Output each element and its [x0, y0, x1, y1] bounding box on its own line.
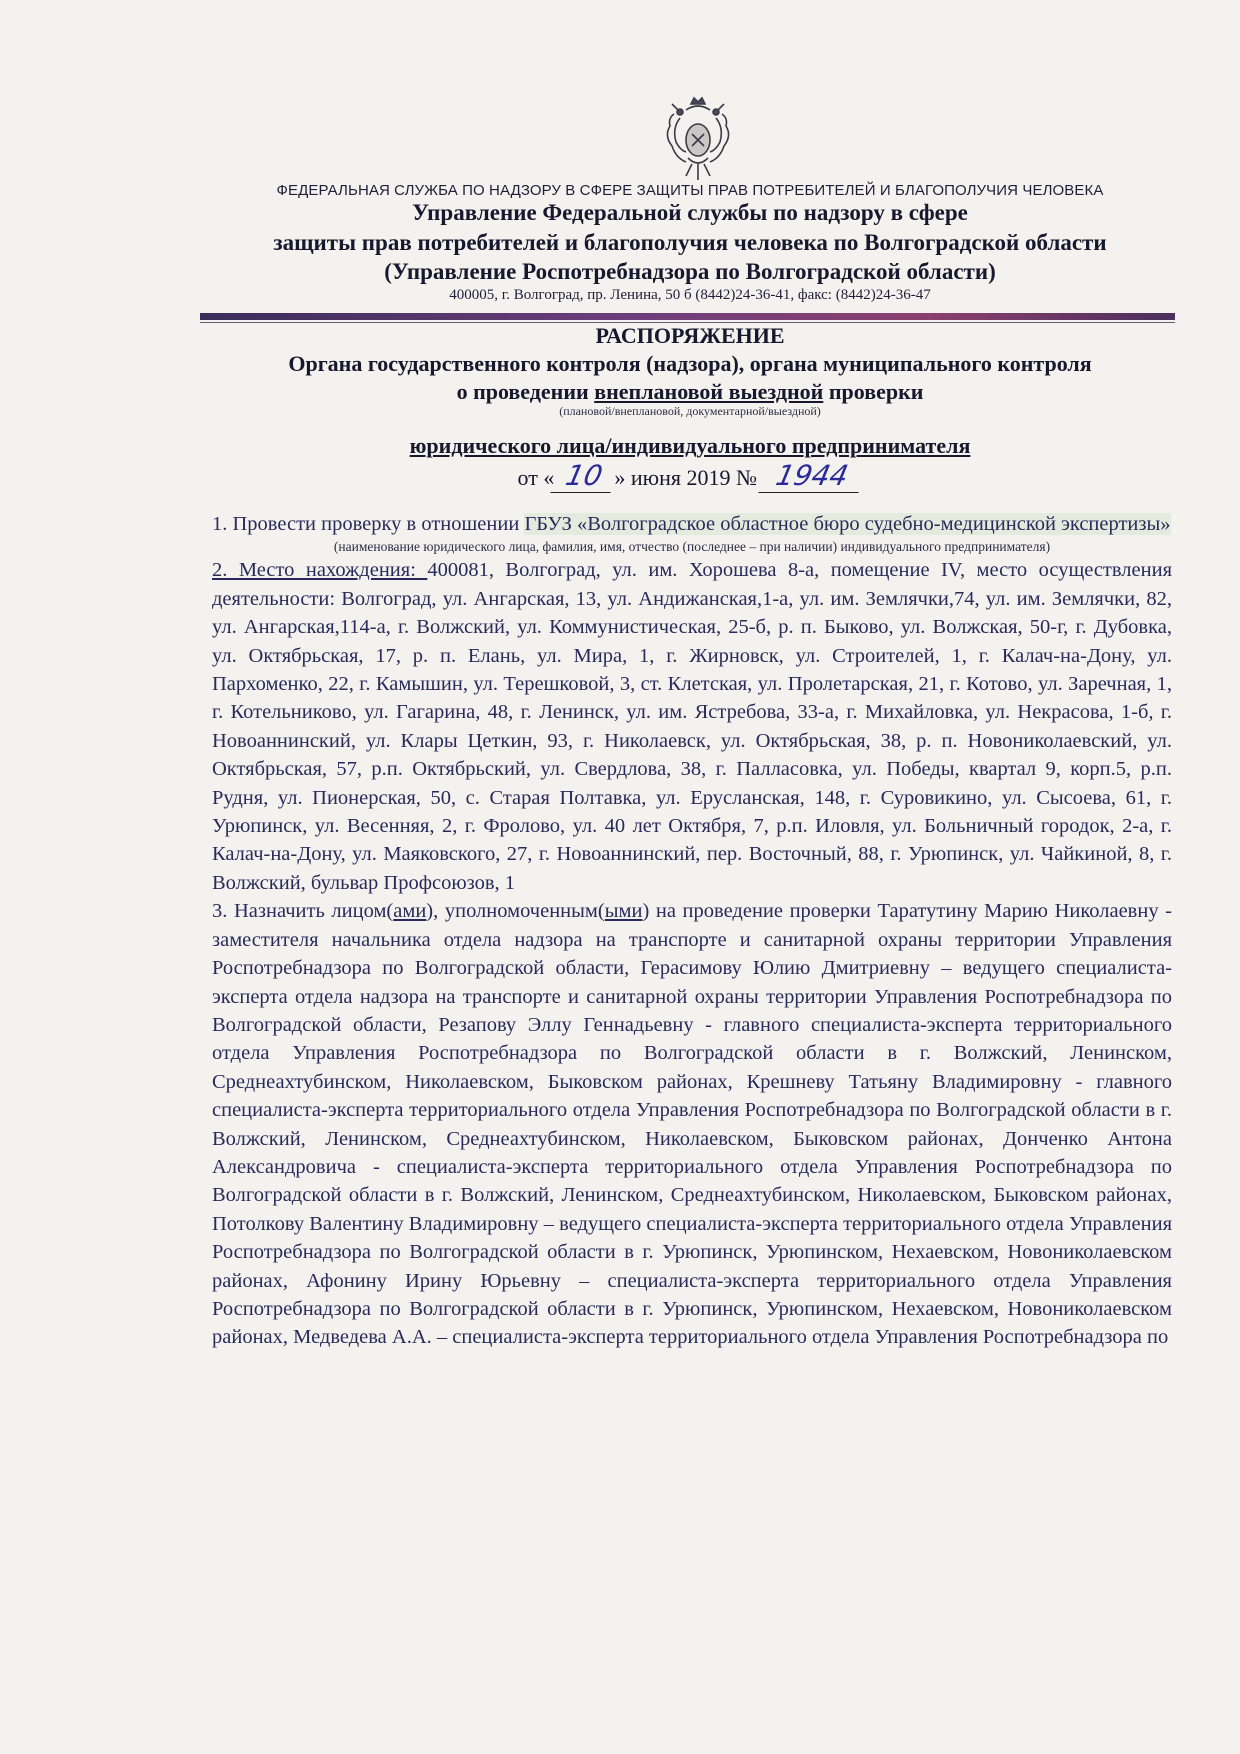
document-title: РАСПОРЯЖЕНИЕ — [595, 323, 785, 348]
department-address: 400005, г. Волгоград, пр. Ленина, 50 б (8442)24-36-41, факс: (8442)24-36-47 — [449, 287, 931, 303]
item-2 — [212, 556, 1172, 897]
item-3 — [212, 897, 1172, 1352]
item-3-part-b: ами — [393, 900, 427, 923]
handwritten-day: 10 — [551, 459, 618, 493]
item-3-part-d: ыми — [604, 900, 643, 923]
inspection-prefix: о проведении — [456, 379, 595, 404]
inspection-type-line — [150, 379, 1230, 405]
header-divider — [200, 313, 1175, 320]
department-name-line-1: Управление Федеральной службы по надзору в сфере — [412, 200, 968, 225]
service-name: ФЕДЕРАЛЬНАЯ СЛУЖБА ПО НАДЗОРУ В СФЕРЕ ЗАЩИТЫ ПРАВ ПОТРЕБИТЕЛЕЙ И БЛАГОПОЛУЧИЯ ЧЕЛОВЕКА — [276, 182, 1104, 199]
item-3-part-a: 3. Назначить лицом( — [212, 900, 394, 923]
item-3-text: ) на проведение проверки Таратутину Марию Николаевну - заместителя начальника отдела надзора на транспорте и санитарной охраны территории Управления Роспотребнадзора по Волгоградской области, Герасимову Юлию Дмитриевну – ведущего специалиста-эксперта отдела надзора на транспорте и санитарной охраны территории Управления Роспотребнадзора по Волгоградской области, Резапову Эллу Геннадьевну - главного специалиста-эксперта территориального отдела Управления Роспотребнадзора по Волгоградской области в г. Волжский, Ленинском, Среднеахтубинском, Николаевском, Быковском районах, Крешневу Татьяну Владимировну - главного специалиста-эксперта территориального отдела Управления Роспотребнадзора по Волгоградской области в г. Волжский, Ленинском, Среднеахтубинском, Николаевском, Быковском районах, Донченко Антона Александровича - специалиста-эксперта территориального отдела Управления Роспотребнадзора по Волгоградской области в г. Волжский, Ленинском, Среднеахтубинском, Николаевском, Быковском районах, Потолкову Валентину Владимировну – ведущего специалиста-эксперта территориального отдела Управления Роспотребнадзора по Волгоградской области в г. Урюпинск, Урюпинском, Нехаевском, Новониколаевском районах, Афонину Ирину Юрьевну – специалиста-эксперта территориального отдела Управления Роспотребнадзора по Волгоградской области в г. Урюпинск, Урюпинском, Нехаевском, Новониколаевском районах, Медведева А.А. – специалиста-эксперта территориального отдела Управления Роспотребнадзора по — [212, 900, 1173, 1349]
inspection-subject: юридического лица/индивидуального предпринимателя — [409, 433, 971, 458]
item-2-text: 400081, Волгоград, ул. им. Хорошева 8-а, помещение IV, место осуществления деятельности: Волгоград, ул. Ангарская, 13, ул. Андижанская,1-а, ул. им. Землячки,74, ул. им. Землячки, 82, ул. Ангарская,114-а, г. Волжский, ул. Коммунистическая, 25-б, р. п. Быково, ул. Волжская, 50-г, г. Дубовка, ул. Октябрьская, 17, р. п. Елань, ул. Мира, 1, г. Жирновск, ул. Строителей, 1, г. Калач-на-Дону, ул. Пархоменко, 22, г. Камышин, ул. Терешковой, 3, ст. Клетская, ул. Пролетарская, 21, г. Котово, ул. Заречная, 1, г. Котельниково, ул. Гагарина, 48, г. Ленинск, ул. им. Ястребова, 33-а, г. Михайловка, ул. Некрасова, 1-б, г. Новоаннинский, ул. Клары Цеткин, 93, г. Николаевск, ул. Октябрьская, 38, р. п. Новониколаевский, ул. Октябрьская, 57, р.п. Октябрьский, ул. Свердлова, 38, г. Палласовка, ул. Победы, квартал 9, корп.5, р.п. Рудня, ул. Пионерская, 50, с. Старая Полтавка, ул. Еруcланская, 148, г. Суровикино, ул. Сысоева, 61, г. Урюпинск, ул. Весенняя, 2, г. Фролово, ул. 40 лет Октября, 7, р.п. Иловля, ул. Больничный городок, 2-а, г. Калач-на-Дону, ул. Маяковского, 27, г. Новоаннинский, пер. Восточный, 88, г. Урюпинск, ул. Чайкиной, 8, г. Волжский, бульвар Профсоюзов, 1 — [212, 559, 1172, 894]
document-subtitle: Органа государственного контроля (надзора), органа муниципального контроля — [288, 351, 1092, 376]
inspection-suffix: проверки — [823, 379, 924, 404]
department-name-line-2: защиты прав потребителей и благополучия человека по Волгоградской области — [273, 230, 1107, 255]
inspection-type-caption: (плановой/внеплановой, документарной/выездной) — [559, 404, 821, 418]
item-2-label: 2. Место нахождения: — [212, 559, 428, 582]
department-name-line-3: (Управление Роспотребнадзора по Волгоградской области) — [384, 259, 996, 284]
item-3-part-c: ), уполномоченным( — [426, 900, 605, 923]
date-month-year: » июня 2019 № — [614, 465, 757, 490]
date-prefix: от « — [517, 465, 555, 490]
item-1-label: 1. Провести проверку в отношении — [212, 513, 525, 535]
document-date-line — [150, 459, 1230, 493]
handwritten-document-number: 1944 — [759, 459, 866, 493]
inspection-type: внеплановой выездной — [594, 379, 824, 404]
double-headed-eagle-emblem-icon — [658, 92, 738, 188]
item-1-organization: ГБУЗ «Волгоградское областное бюро судебно-медицинской экспертизы» — [524, 513, 1171, 535]
item-1 — [212, 510, 1172, 538]
document-body — [212, 510, 1172, 1352]
item-1-caption: (наименование юридического лица, фамилия, имя, отчество (последнее – при наличии) индивидуального предпринимателя) — [333, 539, 1051, 555]
